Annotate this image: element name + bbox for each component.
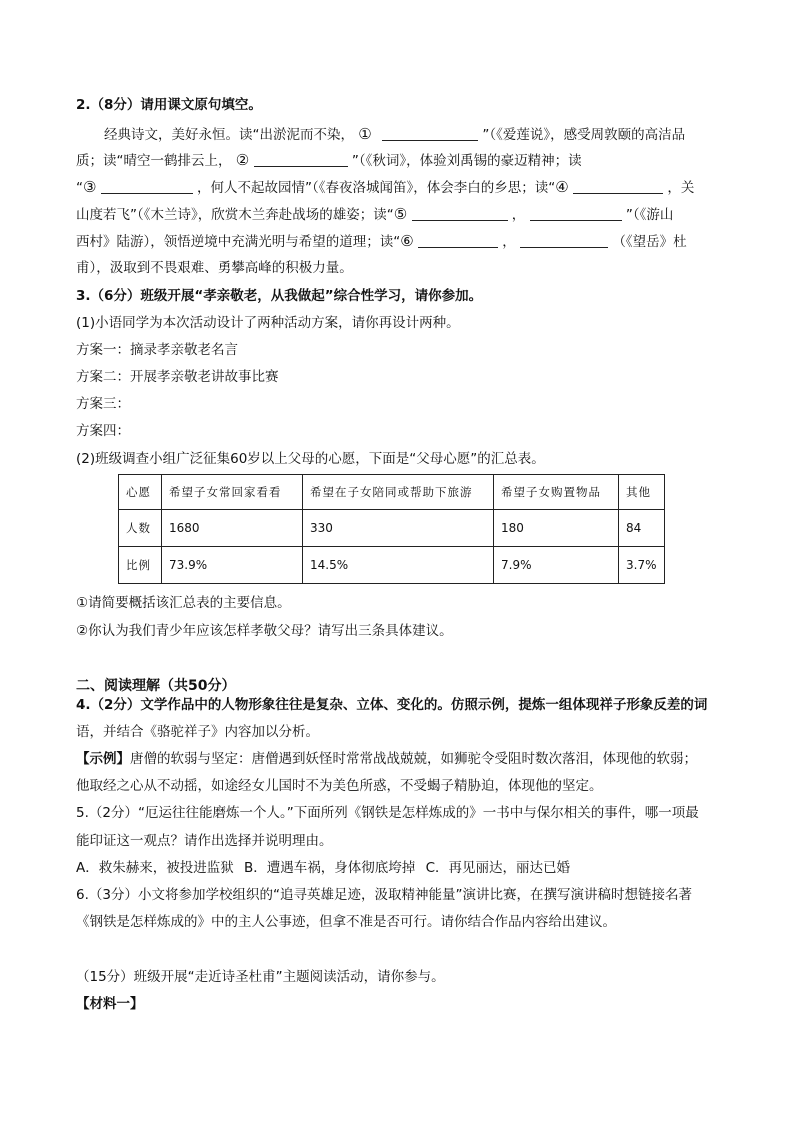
q2-text: 西村》陆游），领悟逆境中充满光明与希望的道理；读“ [76, 234, 401, 250]
table-row [119, 510, 665, 547]
table-cell: 7.9% [494, 547, 619, 584]
q5-line-1: 5.（2分）“厄运往往能磨炼一个人。”下面所列《钢铁是怎样炼成的》一书中与保尔相关的事件，哪一项最 [76, 805, 699, 821]
q4-text: 4.（2分）文学作品中的人物形象往往是复杂、立体、变化的。仿照示例，提炼一组体现祥子形象反差的词 [76, 697, 708, 713]
q2-line-2 [76, 150, 582, 171]
blank-number-4: ④ [555, 178, 569, 196]
q3-sub2: (2)班级调查小组广泛征集60岁以上父母的心愿，下面是“父母心愿”的汇总表。 [76, 451, 545, 467]
table-cell: 3.7% [619, 547, 665, 584]
table-cell: 1680 [162, 510, 303, 547]
table-cell: 73.9% [162, 547, 303, 584]
option-b[interactable]: B．遭遇车祸，身体彻底垮掉 [244, 860, 416, 876]
q3-title: 3.（6分）班级开展“孝亲敬老，从我做起”综合性学习，请你参加。 [76, 288, 483, 304]
table-cell: 14.5% [303, 547, 494, 584]
q3-ask-1: ①请简要概括该汇总表的主要信息。 [76, 595, 291, 611]
example-line-2: 他取经之心从不动摇，如途经女儿国时不为美色所惑，不受蝎子精胁迫，体现他的坚定。 [76, 778, 603, 794]
table-header-cell: 其他 [619, 475, 665, 510]
section-title: 二、阅读理解（共50分） [76, 678, 236, 694]
example-label: 【示例】 [76, 751, 130, 767]
material-1-label: 【材料一】 [76, 996, 144, 1012]
table-header-row [119, 475, 665, 510]
q5-line-2: 能印证这一观点？请作出选择并说明理由。 [76, 833, 333, 849]
plan-4[interactable]: 方案四： [76, 423, 130, 439]
blank-number-3: ③ [83, 178, 97, 196]
table-cell: 人数 [119, 510, 162, 547]
q2-line-3 [76, 177, 694, 198]
q2-text: （《望岳》杜 [612, 234, 687, 250]
q2-text: ， [502, 234, 516, 250]
example-text: 唐僧的软弱与坚定：唐僧遇到妖怪时常常战战兢兢，如狮驼令受阻时数次落泪，体现他的软弱； [130, 751, 697, 767]
q2-line-6: 甫），汲取到不畏艰难、勇攀高峰的积极力量。 [76, 260, 353, 276]
q6-line-2: 《钢铁是怎样炼成的》中的主人公事迹，但拿不准是否可行。请你结合作品内容给出建议。 [76, 914, 616, 930]
q2-text: ”（《秋词》，体验刘禹锡的豪迈精神；读 [351, 153, 582, 169]
q2-text: 山度若飞”（《木兰诗》，欣赏木兰奔赴战场的雄姿；读“ [76, 207, 394, 223]
fill-blank-6a[interactable] [418, 233, 498, 248]
fill-blank-5a[interactable] [412, 206, 508, 221]
fill-blank-4[interactable] [573, 179, 663, 194]
fill-blank-3[interactable] [101, 179, 193, 194]
blank-number-1: ① [358, 125, 372, 143]
q3-sub1: (1)小语同学为本次活动设计了两种活动方案，请你再设计两种。 [76, 315, 460, 331]
q7-line: （15分）班级开展“走近诗圣杜甫”主题阅读活动，请你参与。 [76, 969, 445, 985]
q2-line-5 [76, 231, 687, 252]
q2-text: ， [511, 207, 526, 223]
blank-number-2: ② [235, 151, 250, 169]
q2-text: ”（《游山 [625, 207, 674, 223]
q2-text: ”（《爱莲说》，感受周敦颐的高洁品 [482, 127, 686, 143]
table-cell: 比例 [119, 547, 162, 584]
q2-text: ，何人不起故园情”（《春夜洛城闻笛》，体会李白的乡思；读“ [197, 180, 556, 196]
q2-text: “ [76, 180, 83, 196]
q4-line-2: 语，并结合《骆驼祥子》内容加以分析。 [76, 724, 319, 740]
fill-blank-1[interactable] [382, 126, 478, 141]
q3-heading [76, 286, 482, 306]
q3-ask-2: ②你认为我们青少年应该怎样孝敬父母？请写出三条具体建议。 [76, 623, 453, 639]
fill-blank-5b[interactable] [530, 206, 622, 221]
table-row [119, 547, 665, 584]
q2-text: ，关 [667, 180, 695, 196]
q6-line-1: 6.（3分）小文将参加学校组织的“追寻英雄足迹，汲取精神能量”演讲比赛，在撰写演讲稿时想链接名著 [76, 887, 692, 903]
table-cell: 84 [619, 510, 665, 547]
q2-heading: 2.（8分）请用课文原句填空。 [76, 97, 262, 113]
blank-number-6: ⑥ [400, 232, 414, 250]
option-a[interactable]: A．救朱赫来，被投进监狱 [76, 860, 234, 876]
q2-text: 经典诗文，美好永恒。读“出淤泥而不染， [104, 127, 354, 143]
wish-summary-table [118, 474, 665, 584]
q5-options [76, 858, 570, 878]
table-header-cell: 希望在子女陪同或帮助下旅游 [303, 475, 494, 510]
plan-3[interactable]: 方案三： [76, 396, 130, 412]
q4-line-1 [76, 695, 707, 715]
blank-number-5: ⑤ [393, 205, 408, 223]
plan-1: 方案一：摘录孝亲敬老名言 [76, 342, 238, 358]
option-c[interactable]: C．再见丽达，丽达已婚 [425, 860, 571, 876]
fill-blank-2[interactable] [254, 152, 348, 167]
plan-2: 方案二：开展孝亲敬老讲故事比赛 [76, 369, 279, 385]
table-cell: 330 [303, 510, 494, 547]
table-header-cell: 希望子女购置物品 [494, 475, 619, 510]
q2-line-1 [104, 124, 685, 145]
q2-text: 质；读“晴空一鹤排云上， [76, 153, 232, 169]
example-line-1 [76, 749, 697, 769]
table-header-cell: 希望子女常回家看看 [162, 475, 303, 510]
table-header-cell: 心愿 [119, 475, 162, 510]
q2-line-4 [76, 204, 673, 225]
fill-blank-6b[interactable] [520, 233, 608, 248]
table-cell: 180 [494, 510, 619, 547]
